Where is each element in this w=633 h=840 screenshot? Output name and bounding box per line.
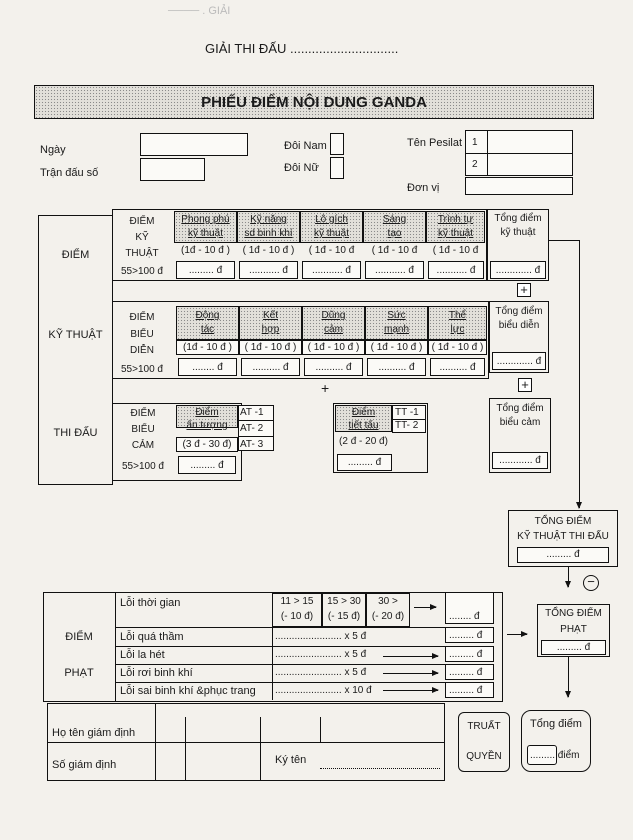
phat-label-2: PHẠT xyxy=(64,667,94,679)
kt-col5-range: ( 1đ - 10 đ xyxy=(432,245,479,256)
an-tuong-line2: ấn tượng xyxy=(186,420,228,431)
row-3-arrow-icon xyxy=(383,673,438,674)
an-tuong-value: ......... đ xyxy=(190,460,224,471)
row-line-3 xyxy=(115,664,445,665)
tiet-tau-line1: Điểm xyxy=(351,407,376,418)
bd-col2-range: ( 1đ - 10 đ ) xyxy=(244,342,297,353)
kt-col2-value: ........... đ xyxy=(249,265,288,276)
time-value: ........ đ xyxy=(449,611,480,622)
pesilat-divider xyxy=(465,153,573,154)
at-divider-2 xyxy=(238,436,274,437)
phat-label-1: ĐIỂM xyxy=(65,631,93,643)
side-label-thi-dau: THI ĐẤU xyxy=(53,427,98,439)
footer-col-4 xyxy=(320,717,321,742)
ngay-label: Ngày xyxy=(40,144,66,156)
kt-col2-range: ( 1đ - 10 đ ) xyxy=(242,245,295,256)
phat-row-2-label: Lỗi la hét xyxy=(120,649,165,661)
kt-col2-line1: Kỹ năng xyxy=(250,214,287,225)
final-total-label: Tổng điểm xyxy=(530,718,582,730)
bd-col1-line1: Động xyxy=(195,310,220,321)
side-label-diem: ĐIỂM xyxy=(61,249,90,261)
kt-label-3: THUẬT xyxy=(125,248,159,259)
bd-col4-value: .......... đ xyxy=(378,362,415,373)
tong-kttd-line1: TỔNG ĐIỂM xyxy=(534,516,592,527)
bd-col2-value: .......... đ xyxy=(252,362,289,373)
side-label-ky-thuat: KỸ THUẬT xyxy=(48,329,103,341)
footer-row-divider xyxy=(47,742,445,743)
tt-2: TT- 2 xyxy=(395,420,419,431)
at-1: AT -1 xyxy=(240,407,264,418)
kt-col4-value: ........... đ xyxy=(375,265,414,276)
tong-bc-value: ............ đ xyxy=(499,455,541,466)
arrow-down-to-total xyxy=(579,240,580,508)
page-title: PHIẾU ĐIỂM NỘI DUNG GANDA xyxy=(201,94,427,111)
kt-col1-line1: Phong phú xyxy=(181,214,230,225)
phat-row-2-mult: ........................ x 5 đ xyxy=(275,649,367,660)
time-col-1-line2: (- 10 đ) xyxy=(280,611,314,622)
kt-col2-line2: sd binh khí xyxy=(244,228,293,239)
bd-label-2: BIỂU xyxy=(130,329,154,340)
time-col-3-line1: 30 > xyxy=(378,596,398,607)
don-vi-field[interactable] xyxy=(465,177,573,195)
row-4-arrow-icon xyxy=(383,690,438,691)
time-arrow-icon xyxy=(414,607,436,608)
at-divider-1 xyxy=(238,420,274,421)
tt-1: TT -1 xyxy=(395,407,419,418)
arrow-down-to-final xyxy=(568,657,569,697)
connector-top xyxy=(549,240,579,241)
plus-icon-3: + xyxy=(321,380,330,396)
footer-col-2 xyxy=(185,717,186,781)
signature-line[interactable] xyxy=(320,768,440,769)
at-2: AT- 2 xyxy=(240,423,264,434)
phat-row-1-value: ......... đ xyxy=(449,630,483,641)
tong-bc-line1: Tổng điểm xyxy=(496,403,544,414)
tran-dau-field[interactable] xyxy=(140,158,205,181)
kt-col4-line1: Sáng xyxy=(382,214,407,225)
bd-col5-value: .......... đ xyxy=(439,362,476,373)
bd-range: 55>100 đ xyxy=(121,364,163,375)
plus-icon-2: + xyxy=(518,378,532,392)
faint-mark: ──── . GIẢI xyxy=(168,5,231,17)
phat-divider xyxy=(115,592,116,702)
tiet-tau-value: ......... đ xyxy=(347,457,382,468)
bc-label-2: BIỂU xyxy=(131,424,155,435)
minus-circle-icon: − xyxy=(583,575,599,591)
truat-label: TRUẤT xyxy=(467,721,501,732)
tong-bc-line2: biểu cảm xyxy=(499,417,541,428)
tong-bd-value: ............. đ xyxy=(496,356,542,367)
tong-kttd-value: ......... đ xyxy=(546,549,580,560)
tong-kt-value: ............. đ xyxy=(495,265,541,276)
phat-row-4-value: ......... đ xyxy=(449,685,483,696)
kt-range: 55>100 đ xyxy=(121,266,163,277)
ho-ten-label: Họ tên giám định xyxy=(52,727,136,739)
row-line-4 xyxy=(115,682,445,683)
tiet-tau-range: (2 đ - 20 đ) xyxy=(339,436,388,447)
kt-col4-range: ( 1đ - 10 đ xyxy=(371,245,418,256)
so-giam-dinh-label: Số giám định xyxy=(52,759,117,771)
bd-col2-line1: Kết xyxy=(262,310,278,321)
bd-col5-line2: lực xyxy=(450,324,465,335)
bd-label-1: ĐIỂM xyxy=(129,312,155,323)
kt-col1-line2: kỹ thuật xyxy=(187,228,224,239)
to-tong-phat-arrow-icon xyxy=(507,634,527,635)
tong-bd-line1: Tổng điểm xyxy=(495,306,543,317)
phat-row-4-mult: ........................ x 10 đ xyxy=(275,685,372,696)
kt-col1-value: ......... đ xyxy=(188,265,223,276)
bd-col3-line2: cảm xyxy=(324,324,343,335)
tournament-label: GIẢI THI ĐẤU .............................. xyxy=(205,41,399,56)
bd-col4-line1: Sức xyxy=(387,310,406,321)
an-tuong-range: (3 đ - 30 đ) xyxy=(182,439,232,450)
bc-label-1: ĐIỂM xyxy=(130,408,156,419)
doi-nu-label: Đôi Nữ xyxy=(284,162,319,174)
plus-icon-1: + xyxy=(517,283,531,297)
phat-row-3-value: ......... đ xyxy=(449,667,483,678)
bd-col1-range: (1đ - 10 đ ) xyxy=(183,342,232,353)
tong-phat-line2: PHẠT xyxy=(560,624,587,635)
arrow-down-minus xyxy=(568,567,569,587)
final-total-value: ......... điểm xyxy=(530,750,580,761)
kt-col3-value: ........... đ xyxy=(312,265,351,276)
time-col-2-line1: 15 > 30 xyxy=(327,596,361,607)
kt-col4-line2: tạo xyxy=(387,228,402,239)
time-col-3-line2: (- 20 đ) xyxy=(371,611,405,622)
pesilat-1-num: 1 xyxy=(472,137,478,148)
kt-col3-range: ( 1đ - 10 đ xyxy=(308,245,355,256)
bd-col3-range: ( 1đ - 10 đ ) xyxy=(307,342,360,353)
phat-row-3-mult: ........................ x 5 đ xyxy=(275,667,367,678)
tong-kt-line1: Tổng điểm xyxy=(494,213,542,224)
row-col-divider xyxy=(272,627,273,700)
footer-col-1 xyxy=(155,703,156,781)
tong-kttd-line2: KỸ THUẬT THI ĐẤU xyxy=(517,531,609,542)
kt-col5-line2: kỹ thuật xyxy=(437,228,474,239)
tiet-tau-line2: tiết tấu xyxy=(348,420,379,431)
kt-col5-line1: Trình tự xyxy=(437,214,474,225)
quyen-label: QUYỀN xyxy=(466,751,502,762)
tong-kt-line2: kỹ thuật xyxy=(500,227,536,238)
tong-phat-line1: TỔNG ĐIỂM xyxy=(545,608,602,619)
phat-row-1-mult: ........................ x 5 đ xyxy=(275,631,367,642)
time-col-1-line1: 11 > 15 xyxy=(280,596,314,607)
pesilat-num-divider xyxy=(487,130,488,176)
don-vi-label: Đơn vị xyxy=(407,182,440,194)
tran-dau-label: Trận đấu số xyxy=(40,167,99,179)
bd-col3-value: .......... đ xyxy=(315,362,352,373)
loi-thoi-gian-label: Lỗi thời gian xyxy=(120,597,181,609)
time-col-2-line2: (- 15 đ) xyxy=(327,611,361,622)
kt-label-1: ĐIỂM xyxy=(129,216,155,227)
row-line-1 xyxy=(115,627,445,628)
bd-col5-line1: Thể xyxy=(448,310,467,321)
bc-label-3: CẢM xyxy=(131,440,155,451)
tong-bd-line2: biểu diễn xyxy=(498,320,540,331)
row-2-arrow-icon xyxy=(383,656,438,657)
at-3: AT- 3 xyxy=(240,439,264,450)
phat-row-1-label: Lỗi quá thầm xyxy=(120,631,184,643)
bd-col4-line2: mạnh xyxy=(383,324,409,335)
bd-col3-line1: Dũng xyxy=(321,310,346,321)
doi-nu-checkbox[interactable] xyxy=(330,157,344,179)
ngay-field[interactable] xyxy=(140,133,248,156)
tong-phat-value: ......... đ xyxy=(556,642,591,653)
bd-col1-value: ........ đ xyxy=(192,362,223,373)
ky-ten-label: Ký tên xyxy=(275,754,307,766)
bc-range: 55>100 đ xyxy=(122,461,164,472)
kt-col1-range: (1đ - 10 đ ) xyxy=(181,245,230,256)
bd-col1-line2: tác xyxy=(200,324,215,335)
doi-nam-label: Đôi Nam xyxy=(284,140,327,152)
phat-row-2-value: ......... đ xyxy=(449,649,483,660)
row-line-2 xyxy=(115,646,445,647)
ten-pesilat-label: Tên Pesilat xyxy=(407,137,463,149)
kt-col3-line2: kỹ thuật xyxy=(313,228,350,239)
kt-label-2: KỸ xyxy=(135,232,149,243)
kt-col5-value: ........... đ xyxy=(436,265,476,276)
kt-col3-line1: Lô gích xyxy=(315,214,348,225)
phat-row-4-label: Lỗi sai binh khí &phục trang xyxy=(120,685,256,697)
pesilat-2-num: 2 xyxy=(472,159,478,170)
bd-col2-line2: hợp xyxy=(261,324,280,335)
bd-col4-range: ( 1đ - 10 đ ) xyxy=(370,342,423,353)
doi-nam-checkbox[interactable] xyxy=(330,133,344,155)
footer-col-3 xyxy=(260,717,261,781)
bd-col5-range: ( 1đ - 10 đ ) xyxy=(431,342,484,353)
phat-row-3-label: Lỗi rơi binh khí xyxy=(120,667,193,679)
an-tuong-line1: Điểm xyxy=(195,407,219,418)
bd-label-3: DIỄN xyxy=(130,345,154,356)
